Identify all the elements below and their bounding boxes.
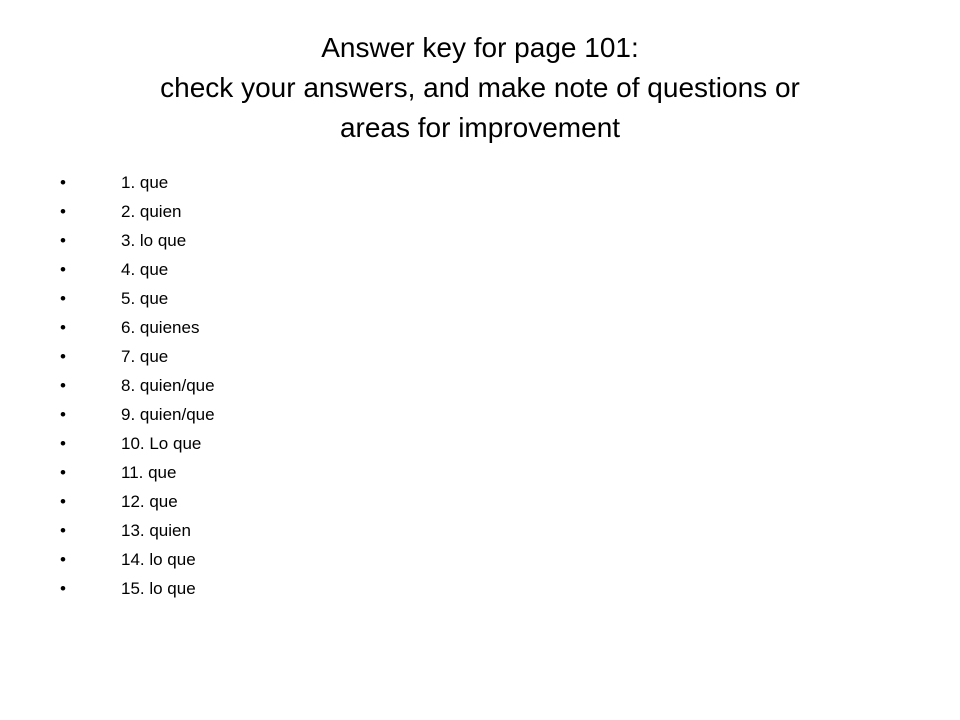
bullet-icon: • [60,202,66,221]
answer-text: 13. quien [121,521,191,540]
list-item [60,342,215,371]
list-item [60,458,215,487]
bullet-icon: • [60,289,66,308]
title-line-3: areas for improvement [339,112,621,143]
answer-text: 5. que [121,289,169,308]
bullet-icon: • [60,173,66,192]
bullet-icon: • [60,579,66,598]
list-item [60,516,215,545]
bullet-icon: • [60,405,66,424]
bullet-icon: • [60,550,66,569]
list-item [60,574,215,603]
list-item [60,400,215,429]
bullet-icon: • [60,231,66,250]
list-item [60,197,215,226]
answer-text: 8. quien/que [121,376,215,395]
list-item [60,284,215,313]
answer-text: 15. lo que [121,579,196,598]
list-item [60,255,215,284]
bullet-icon: • [60,463,66,482]
title-line-2: check your answers, and make note of questions or [160,72,800,103]
answer-text: 11. que [121,463,177,482]
answer-text: 14. lo que [121,550,196,569]
bullet-icon: • [60,521,66,540]
answer-text: 6. quienes [121,318,200,337]
list-item [60,313,215,342]
answer-text: 3. lo que [121,231,187,250]
answer-text: 1. que [121,173,169,192]
answer-list [60,168,215,603]
slide-title [60,28,900,148]
answer-text: 10. Lo que [121,434,202,453]
bullet-icon: • [60,492,66,511]
list-item [60,168,215,197]
answer-text: 12. que [121,492,178,511]
bullet-icon: • [60,434,66,453]
list-item [60,429,215,458]
bullet-icon: • [60,318,66,337]
answer-text: 9. quien/que [121,405,215,424]
bullet-icon: • [60,347,66,366]
list-item [60,371,215,400]
bullet-icon: • [60,376,66,395]
answer-text: 4. que [121,260,169,279]
title-line-1: Answer key for page 101: [321,32,639,63]
list-item [60,226,215,255]
bullet-icon: • [60,260,66,279]
list-item [60,545,215,574]
answer-text: 7. que [121,347,169,366]
answer-text: 2. quien [121,202,182,221]
list-item [60,487,215,516]
